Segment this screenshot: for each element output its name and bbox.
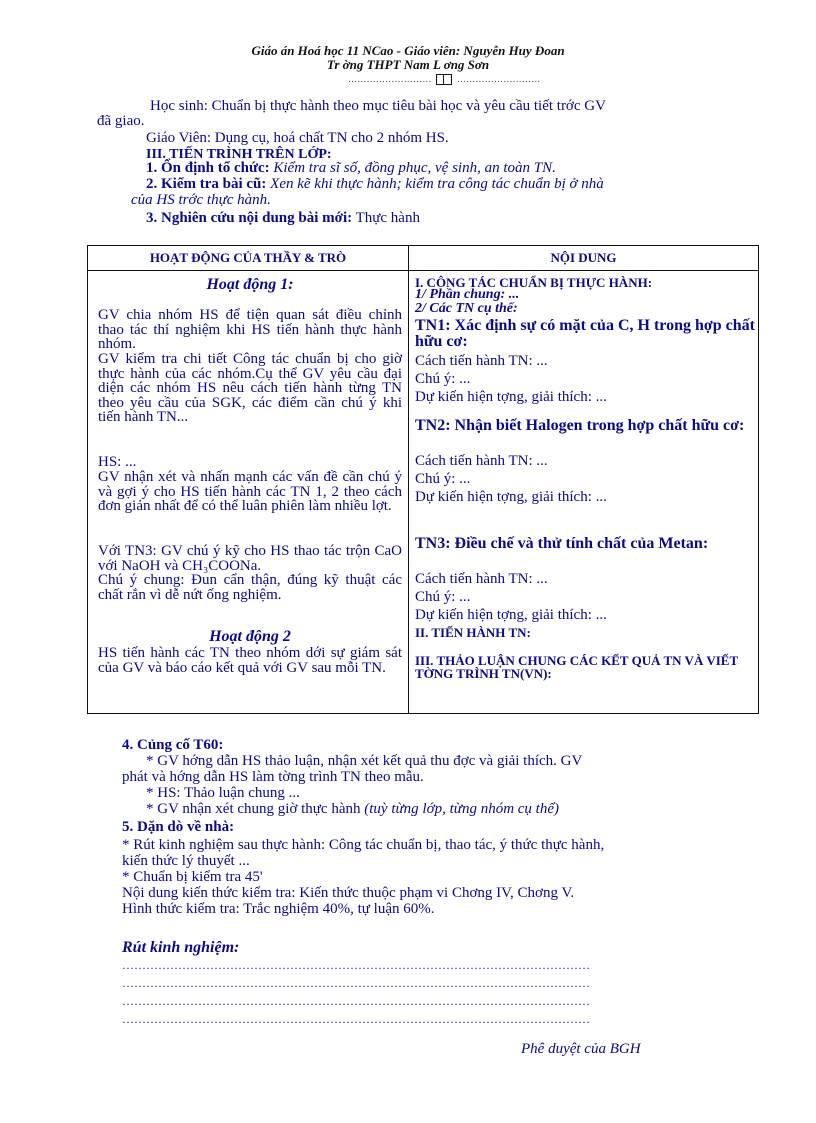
section-4-heading: 4. Củng cố T60: [122,737,224,753]
notes-line-1: ……………………………………………………………………………………………………… [122,958,590,972]
col-header-content: NỘI DUNG [409,246,759,271]
gv-preparation: Giáo Viên: Dụng cụ, hoá chất TN cho 2 nhóm HS. [146,130,449,146]
section-4-line1: * GV hớng dẫn HS thảo luận, nhận xét kết quả thu đợc và giải thích. GV [146,753,583,769]
hs-preparation-line1: Học sinh: Chuẩn bị thực hành theo mục tiêu bài học và yêu cầu tiết trớc GV [150,98,606,114]
notes-heading: Rút kinh nghiệm: [122,939,240,956]
item-1-text: Kiểm tra sĩ số, đồng phục, vệ sinh, an toàn TN. [269,160,556,176]
tn3-observation: Dự kiến hiện tợng, giải thích: ... [415,607,607,623]
section-4-line4-note: (tuỳ từng lớp, từng nhóm cụ thể) [364,801,560,817]
activity-1-p1: GV chia nhóm HS để tiện quan sát điều chỉnh thao tác thí nghiệm khi HS tiến hành thực hành nhóm. [98,307,402,352]
approval-label: Phê duyệt của BGH [521,1041,641,1057]
tn1-observation: Dự kiến hiện tợng, giải thích: ... [415,389,607,405]
activity-1-p4: GV nhận xét và nhấn mạnh các vấn đề cần chú ý và gợi ý cho HS tiến hành các TN 1, 2 theo cách đơn giản nhất để có thể luân phiên làm nhiều lợt. [98,469,402,514]
activity-1-p2: GV kiểm tra chi tiết Công tác chuẩn bị cho giờ thực hành của các nhóm.Cụ thể GV yêu cầu đại diện các nhóm HS nêu cách tiến hành từng TN theo yêu cầu của SGK, các điểm cần chú ý khi tiến hành TN... [98,351,402,425]
item-3-label: 3. Nghiên cứu nội dung bài mới: [146,210,353,226]
activity-1-heading: Hoạt động 1: [206,276,294,293]
part-1-heading: I. CÔNG TÁC CHUẨN BỊ THỰC HÀNH: [415,275,653,290]
tn3-title: TN3: Điều chế và thử tính chất của Metan: [415,535,709,552]
header-title: Giáo án Hoá học 11 NCao - Giáo viên: Nguyễn Huy Đoan [251,43,565,58]
section-5-heading: 5. Dặn dò về nhà: [122,819,235,835]
header-ornament [348,74,541,85]
tn3-note: Chú ý: ... [415,589,471,605]
item-3 [146,211,420,226]
item-2-text: Xen kẽ khi thực hành; kiểm tra công tác chuẩn bị ở nhà [266,176,604,192]
section-4-line4 [146,802,559,817]
part-1-general: 1/ Phần chung: ... [415,287,520,302]
activity-2-p1: HS tiến hành các TN theo nhóm dới sự giám sát của GV và báo cáo kết quả với GV sau mỗi TN. [98,645,402,676]
tn2-note: Chú ý: ... [415,471,471,487]
notes-line-4: ……………………………………………………………………………………………………… [122,1012,590,1026]
part-1-specific: 2/ Các TN cụ thể: [415,301,518,316]
section-4-line2: phát và hớng dẫn HS làm tờng trình TN theo mẫu. [122,769,424,785]
activity-1-p6: Chú ý chung: Đun cẩn thận, đúng kỹ thuật các chất rắn vì dễ nứt ống nghiệm. [98,572,402,603]
tn2-procedure: Cách tiến hành TN: ... [415,453,548,469]
tn1-title: TN1: Xác định sự có mặt của C, H trong hợp chất hữu cơ: [415,317,755,350]
section-5-line3: * Chuẩn bị kiểm tra 45' [122,869,263,885]
header-right-dots: ……………………… [456,74,541,84]
header-school: Tr ờng THPT Nam L ơng Sơn [326,57,490,72]
activity-1-p5: Với TN3: GV chú ý kỹ cho HS thao tác trộn CaO với NaOH và CH₃COONa. [98,543,402,574]
section-5-line5: Hình thức kiểm tra: Trắc nghiệm 40%, tự luận 60%. [122,901,435,917]
tn2-observation: Dự kiến hiện tợng, giải thích: ... [415,489,607,505]
section-5-line2: kiến thức lý thuyết ... [122,853,250,869]
section-5-line4: Nội dung kiến thức kiểm tra: Kiến thức thuộc phạm vi Chơng IV, Chơng V. [122,885,575,901]
tn1-procedure: Cách tiến hành TN: ... [415,353,548,369]
item-1 [146,161,556,176]
book-icon [436,74,452,85]
content-cell [409,271,759,714]
col-header-activities: HOẠT ĐỘNG CỦA THẦY & TRÒ [88,246,409,271]
part-3-heading: III. THẢO LUẬN CHUNG CÁC KẾT QUẢ TN VÀ VIẾT TỜNG TRÌNH TN(VN): [415,653,738,681]
item-1-label: 1. Ổn định tổ chức: [146,160,270,176]
header-left-dots: ……………………… [348,74,432,84]
notes-line-2: ……………………………………………………………………………………………………… [122,976,590,990]
activity-1-p3: HS: ... [98,454,137,470]
tn2-title: TN2: Nhận biết Halogen trong hợp chất hữu cơ: [415,417,745,434]
activities-cell [88,271,409,714]
item-2 [146,177,604,192]
tn1-note: Chú ý: ... [415,371,471,387]
section-4-line4-text: * GV nhận xét chung giờ thực hành [146,801,365,817]
item-2-text-cont: của HS trớc thực hành. [131,192,271,208]
item-3-text: Thực hành [352,210,420,226]
activity-table [87,245,759,714]
tn3-procedure: Cách tiến hành TN: ... [415,571,548,587]
part-2-heading: II. TIẾN HÀNH TN: [415,625,531,640]
hs-preparation-line2: đã giao. [97,113,145,129]
notes-line-3: ……………………………………………………………………………………………………… [122,994,590,1008]
section-4-line3: * HS: Thảo luận chung ... [146,785,300,801]
activity-2-heading: Hoạt động 2 [209,628,291,645]
section-5-line1: * Rút kinh nghiệm sau thực hành: Công tác chuẩn bị, thao tác, ý thức thực hành, [122,837,605,853]
item-2-label: 2. Kiểm tra bài cũ: [146,176,267,192]
section-3-heading: III. TIẾN TRÌNH TRÊN LỚP: [146,147,332,162]
